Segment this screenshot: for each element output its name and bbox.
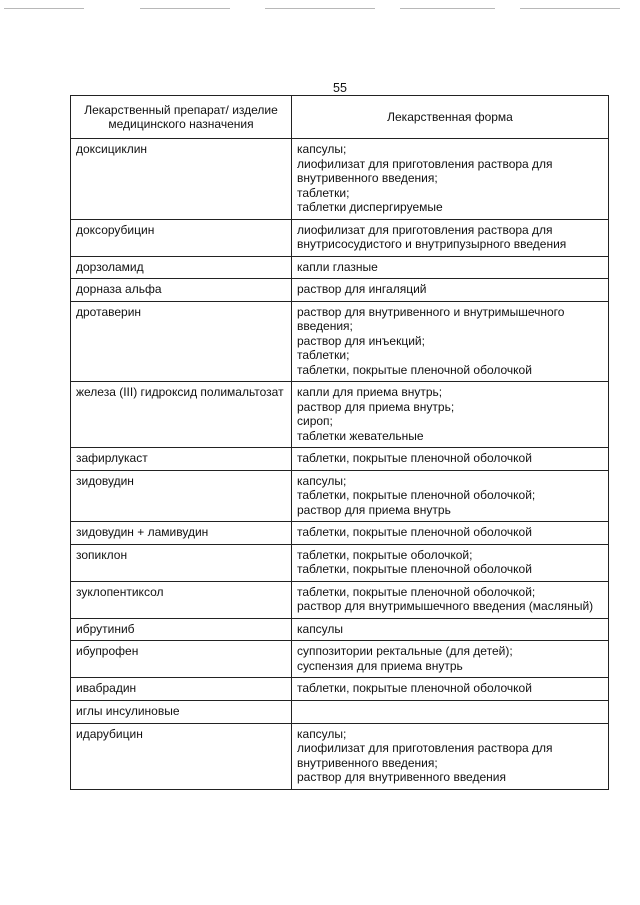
drug-name-cell: дорназа альфа	[71, 279, 292, 302]
dosage-form-cell	[292, 678, 609, 701]
dosage-form-line: раствор для внутримышечного введения (масляный)	[297, 599, 594, 613]
dosage-form-cell	[292, 470, 609, 522]
drug-name-cell: ибупрофен	[71, 641, 292, 678]
dosage-form-line: раствор для инъекций;	[297, 333, 425, 348]
dosage-form-line: таблетки, покрытые пленочной оболочкой	[297, 362, 532, 377]
dosage-form-cell	[292, 448, 609, 471]
drug-name-cell: доксорубицин	[71, 219, 292, 256]
table-row	[71, 723, 609, 789]
dosage-form-cell	[292, 700, 609, 723]
dosage-form-cell	[292, 544, 609, 581]
drug-name-cell: зидовудин + ламивудин	[71, 522, 292, 545]
dosage-form-line: таблетки, покрытые пленочной оболочкой	[297, 562, 532, 576]
table-row	[71, 382, 609, 448]
dosage-form-line: сироп;	[297, 414, 333, 428]
table-row	[71, 544, 609, 581]
dosage-form-line: раствор для внутривенного и внутримышечного введения;	[297, 304, 565, 333]
dosage-form-line: капсулы;	[297, 473, 347, 488]
scan-artifact-line	[520, 8, 620, 9]
dosage-form-line: таблетки, покрытые пленочной оболочкой	[297, 525, 532, 539]
table-row	[71, 219, 609, 256]
dosage-form-line: суспензия для приема внутрь	[297, 658, 463, 673]
dosage-form-line: лиофилизат для приготовления раствора для внутрисосудистого и внутрипузырного введения	[297, 222, 567, 251]
drug-table	[70, 95, 609, 790]
dosage-form-cell	[292, 382, 609, 448]
drug-name-cell: ивабрадин	[71, 678, 292, 701]
dosage-form-cell	[292, 279, 609, 302]
dosage-form-line: капли для приема внутрь;	[297, 385, 443, 399]
scan-artifact-line	[400, 8, 495, 9]
dosage-form-line: раствор для приема внутрь;	[297, 399, 455, 414]
table-row	[71, 279, 609, 302]
drug-name-cell: зопиклон	[71, 544, 292, 581]
dosage-form-line: капсулы;	[297, 726, 347, 741]
dosage-form-cell	[292, 522, 609, 545]
dosage-form-line: суппозитории ректальные (для детей);	[297, 644, 513, 658]
dosage-form-line: раствор для внутривенного введения	[297, 770, 506, 784]
table-row	[71, 581, 609, 618]
dosage-form-line: капли глазные	[297, 259, 378, 274]
dosage-form-line: капсулы	[297, 621, 344, 636]
dosage-form-line: таблетки;	[297, 348, 350, 362]
dosage-form-line: таблетки;	[297, 185, 350, 200]
dosage-form-line: таблетки диспергируемые	[297, 200, 443, 214]
dosage-form-cell	[292, 301, 609, 382]
dosage-form-cell	[292, 618, 609, 641]
drug-name-cell: ибрутиниб	[71, 618, 292, 641]
header-product: Лекарственный препарат/ изделие медицинского назначения	[71, 96, 292, 139]
table-row	[71, 700, 609, 723]
table-row	[71, 470, 609, 522]
dosage-form-line: лиофилизат для приготовления раствора для внутривенного введения;	[297, 741, 553, 770]
table-row	[71, 448, 609, 471]
table-row	[71, 678, 609, 701]
drug-name-cell: дротаверин	[71, 301, 292, 382]
table-row	[71, 256, 609, 279]
table-row	[71, 641, 609, 678]
dosage-form-line: таблетки, покрытые пленочной оболочкой;	[297, 488, 536, 502]
header-form: Лекарственная форма	[292, 96, 609, 139]
table-row	[71, 618, 609, 641]
scan-artifact-line	[4, 8, 84, 9]
dosage-form-cell	[292, 581, 609, 618]
dosage-form-line: таблетки, покрытые пленочной оболочкой	[297, 451, 532, 465]
dosage-form-cell	[292, 641, 609, 678]
scan-artifact-line	[140, 8, 230, 9]
page-number: 55	[333, 81, 347, 95]
dosage-form-line: раствор для ингаляций	[297, 282, 427, 296]
dosage-form-line: таблетки, покрытые пленочной оболочкой	[297, 681, 532, 695]
drug-name-cell: зидовудин	[71, 470, 292, 522]
drug-name-cell: доксициклин	[71, 139, 292, 220]
scan-artifact-line	[265, 8, 375, 9]
dosage-form-cell	[292, 219, 609, 256]
drug-name-cell: зуклопентиксол	[71, 581, 292, 618]
table-row	[71, 522, 609, 545]
dosage-form-cell	[292, 256, 609, 279]
drug-name-cell: дорзоламид	[71, 256, 292, 279]
dosage-form-line: таблетки, покрытые пленочной оболочкой;	[297, 584, 536, 599]
dosage-form-cell	[292, 139, 609, 220]
dosage-form-line: таблетки жевательные	[297, 428, 424, 443]
drug-name-cell: зафирлукаст	[71, 448, 292, 471]
table-row	[71, 301, 609, 382]
drug-name-cell: идарубицин	[71, 723, 292, 789]
dosage-form-line: таблетки, покрытые оболочкой;	[297, 547, 473, 562]
drug-name-cell: иглы инсулиновые	[71, 700, 292, 723]
dosage-form-line: капсулы;	[297, 142, 347, 156]
table-row	[71, 139, 609, 220]
dosage-form-cell	[292, 723, 609, 789]
table-header-row	[71, 96, 609, 139]
dosage-form-line: раствор для приема внутрь	[297, 502, 451, 517]
drug-name-cell: железа (III) гидроксид полимальтозат	[71, 382, 292, 448]
table-body	[71, 139, 609, 790]
dosage-form-line: лиофилизат для приготовления раствора для внутривенного введения;	[297, 156, 553, 185]
